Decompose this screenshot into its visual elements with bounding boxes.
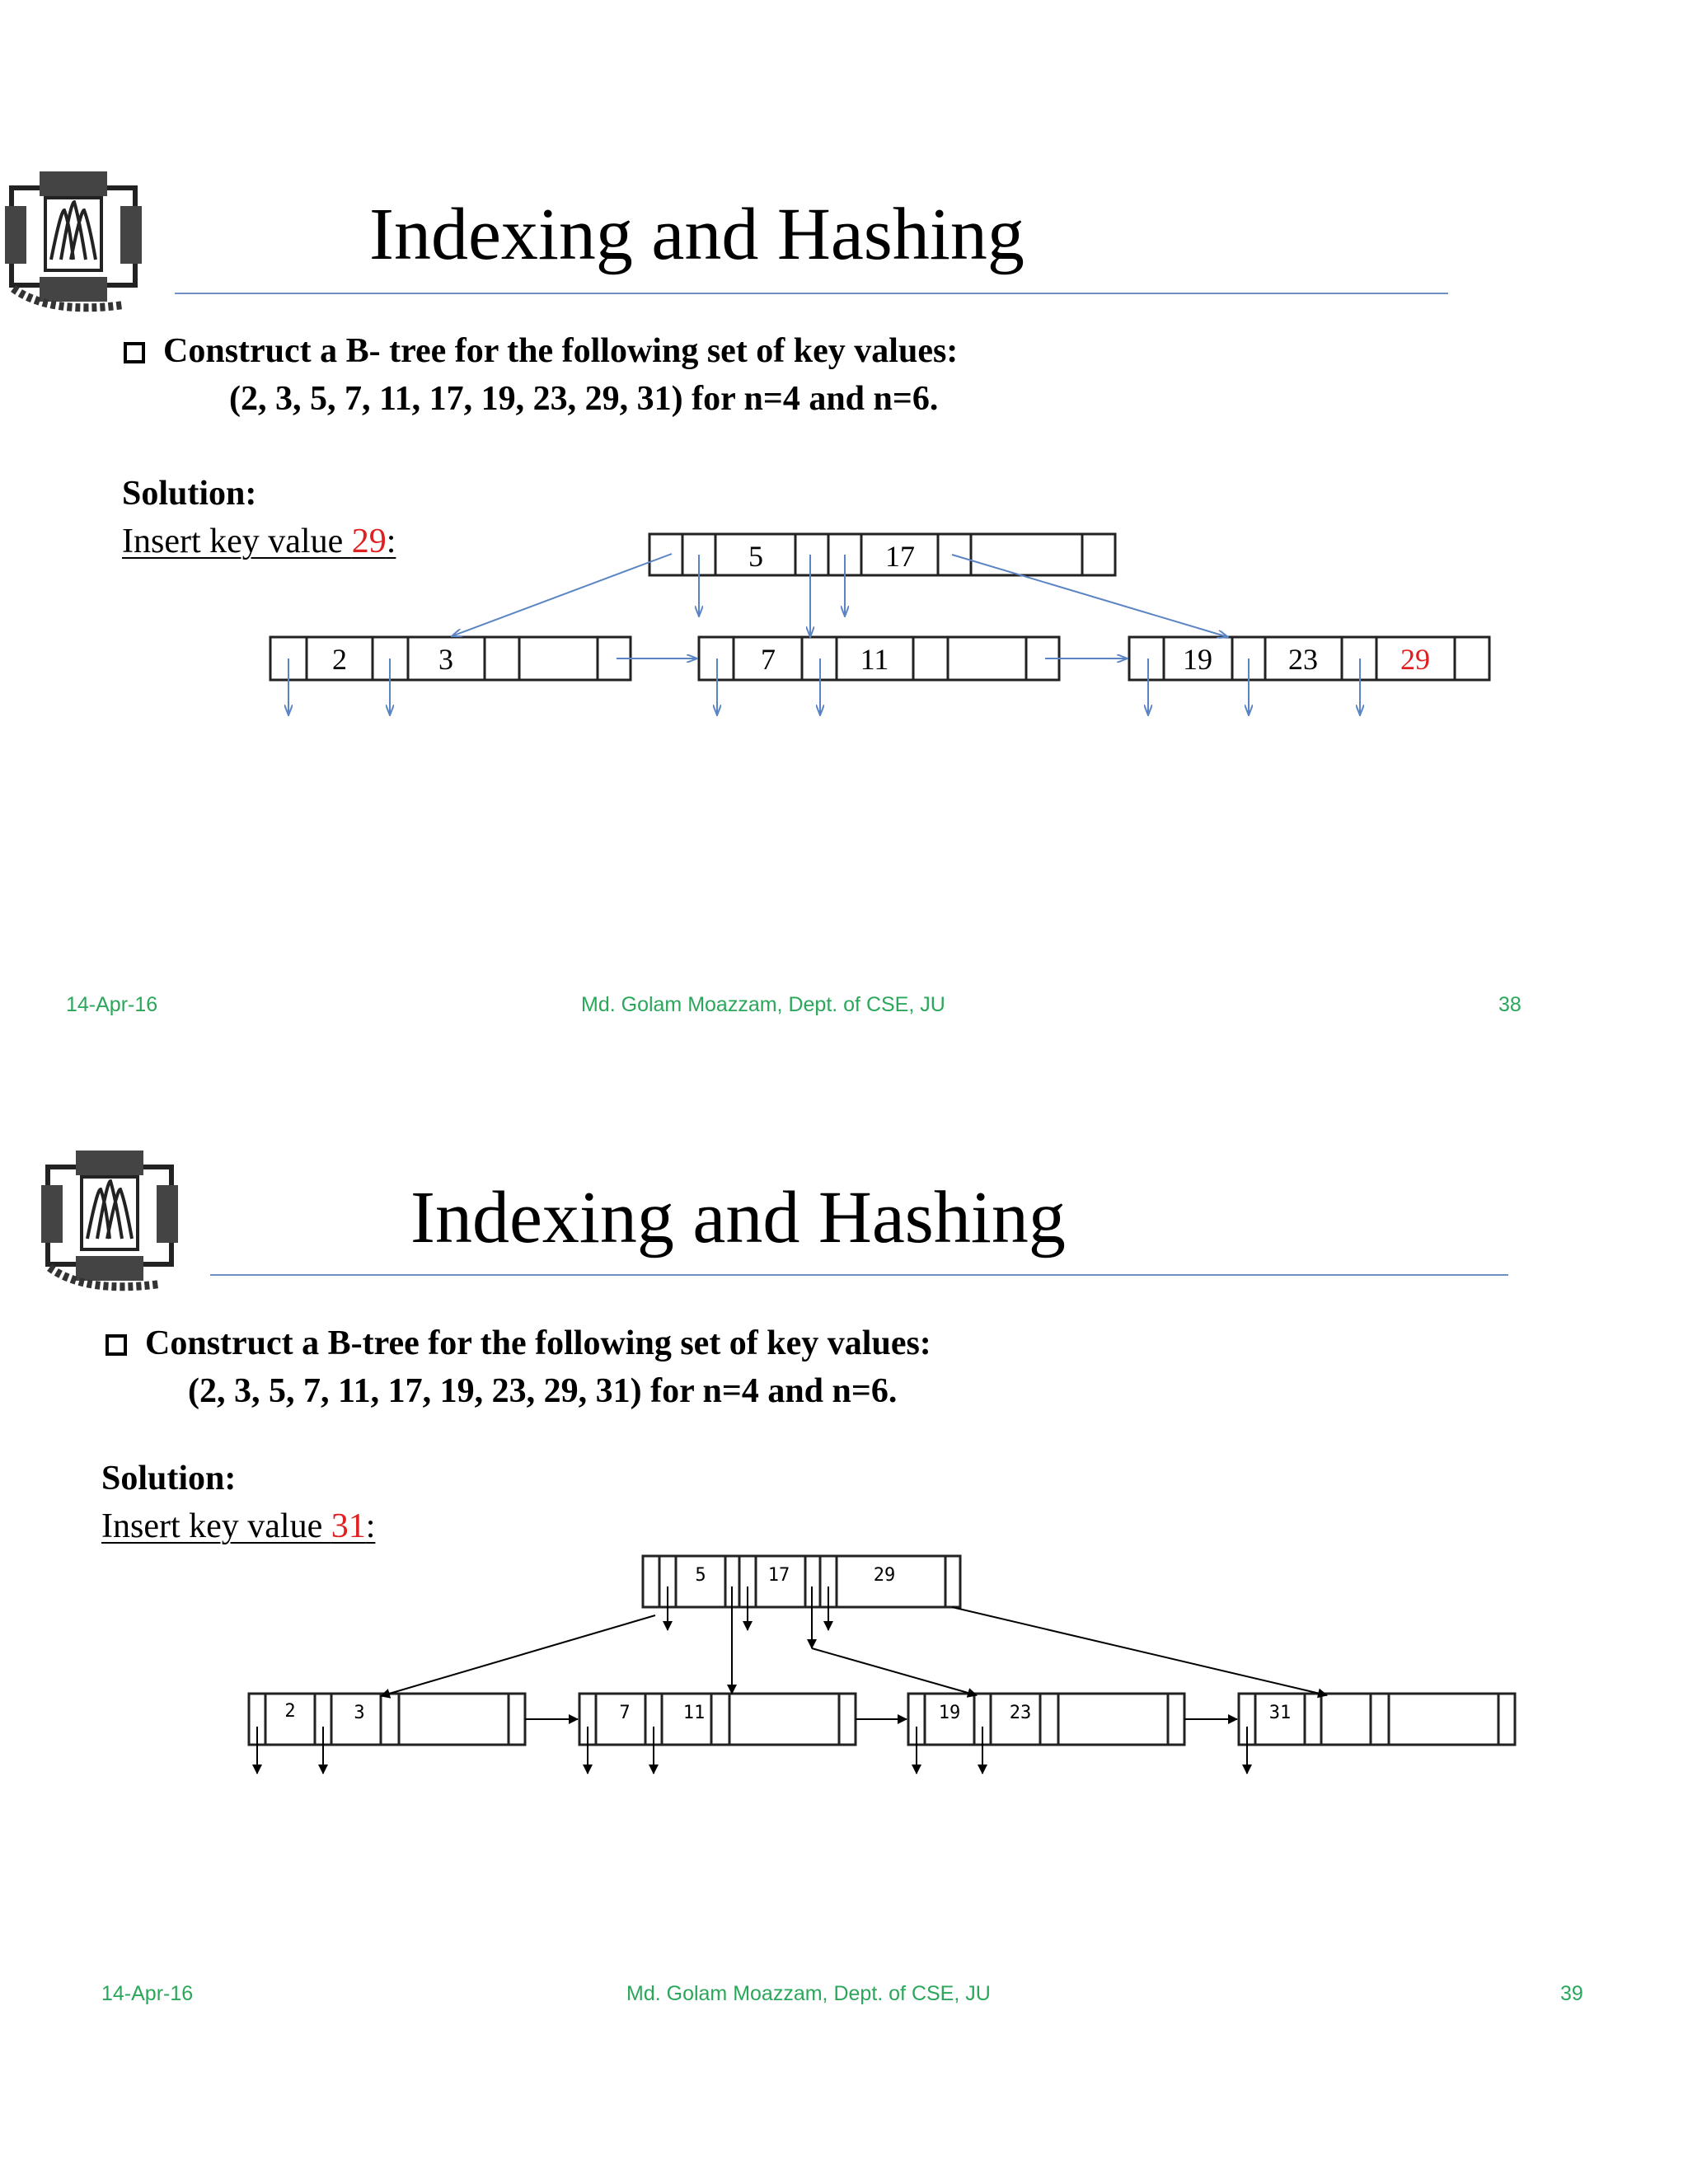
leaf-key-2: 2 [332, 643, 347, 676]
root-key-17: 17 [885, 540, 915, 573]
leaf-key-11: 11 [860, 643, 889, 676]
leaf-key-3: 3 [438, 643, 453, 676]
insert-key-label: Insert key value 29: [122, 523, 396, 560]
leaf-key-29-new: 29 [1400, 643, 1430, 676]
task-line-2: (2, 3, 5, 7, 11, 17, 19, 23, 29, 31) for n=4 and n=6. [229, 380, 939, 418]
slide-title: Indexing and Hashing [410, 1177, 1066, 1258]
root-key-29: 29 [873, 1565, 896, 1586]
insert-key-label: Insert key value 31: [101, 1507, 376, 1545]
leaf-key-2: 2 [284, 1701, 296, 1722]
leaf-key-3: 3 [354, 1703, 365, 1723]
leaf-key-11: 11 [682, 1703, 706, 1723]
leaf-key-23: 23 [1009, 1703, 1032, 1723]
leaf-key-7: 7 [619, 1703, 631, 1723]
solution-label: Solution: [122, 475, 257, 513]
footer-author: Md. Golam Moazzam, Dept. of CSE, JU [581, 993, 945, 1016]
slide-title: Indexing and Hashing [369, 194, 1025, 275]
root-key-17: 17 [767, 1565, 790, 1586]
solution-label: Solution: [101, 1460, 237, 1497]
task-line-1: Construct a B-tree for the following set of key values: [106, 1320, 931, 1367]
page-number: 39 [1560, 1982, 1583, 2005]
task-line-2: (2, 3, 5, 7, 11, 17, 19, 23, 29, 31) for n=4 and n=6. [188, 1372, 898, 1410]
root-key-5: 5 [748, 540, 763, 573]
leaf-key-31: 31 [1268, 1703, 1292, 1723]
footer-author: Md. Golam Moazzam, Dept. of CSE, JU [626, 1982, 991, 2005]
root-key-5: 5 [695, 1565, 706, 1586]
task-line-1: Construct a B- tree for the following set of key values: [124, 328, 958, 375]
leaf-key-7: 7 [761, 643, 776, 676]
footer-date: 14-Apr-16 [101, 1982, 194, 2005]
page-number: 38 [1498, 993, 1522, 1016]
footer-date: 14-Apr-16 [66, 993, 158, 1016]
leaf-key-23: 23 [1288, 643, 1318, 676]
leaf-key-19: 19 [938, 1703, 961, 1723]
leaf-key-19: 19 [1183, 643, 1212, 676]
